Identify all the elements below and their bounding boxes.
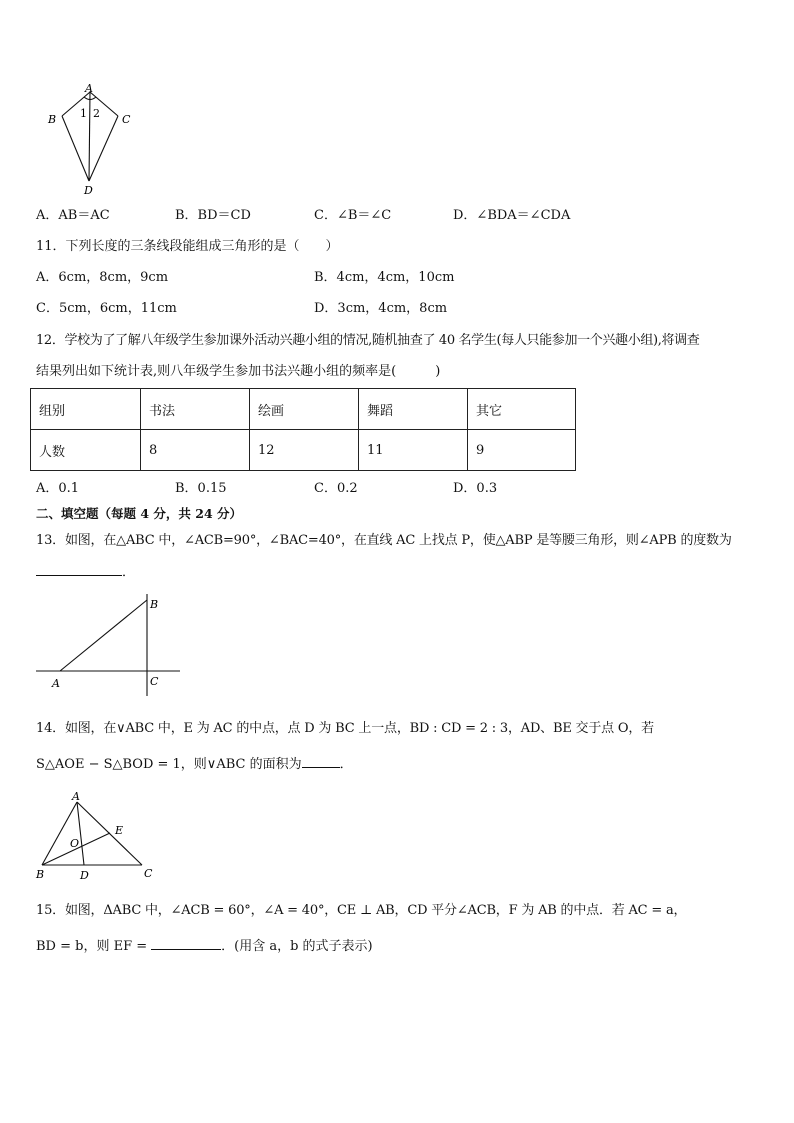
q15-stem-line2-a: BD = b，则 EF = xyxy=(36,939,148,954)
table-cell: 8 xyxy=(141,430,250,471)
q12-stat-table xyxy=(30,388,576,471)
q12-option-d: D．0.3 xyxy=(453,481,498,496)
table-cell: 11 xyxy=(359,430,468,471)
q12-option-a: A．0.1 xyxy=(36,481,80,496)
q13-answer-blank[interactable] xyxy=(36,563,122,576)
table-cell: 绘画 xyxy=(250,389,359,430)
q13-line-ab xyxy=(60,600,147,671)
q15-stem-line2 xyxy=(36,937,373,956)
q10-label-a: A xyxy=(85,82,93,95)
q10-option-c: C．∠B＝∠C xyxy=(314,208,392,223)
q13-figure xyxy=(30,590,190,700)
table-cell: 书法 xyxy=(141,389,250,430)
table-cell: 组别 xyxy=(31,389,141,430)
q14-label-e: E xyxy=(115,824,124,837)
q13-stem: 13．如图，在△ABC 中，∠ACB=90°，∠BAC=40°，在直线 AC 上找点 P，使△ABP 是等腰三角形，则∠APB 的度数为 xyxy=(36,533,732,548)
table-cell: 12 xyxy=(250,430,359,471)
q14-label-d: D xyxy=(80,869,89,882)
q12-option-c: C．0.2 xyxy=(314,481,358,496)
q12-stem-line2: 结果列出如下统计表,则八年级学生参加书法兴趣小组的频率是( ) xyxy=(36,364,441,379)
q11-option-c: C．5cm，6cm，11cm xyxy=(36,301,177,316)
q13-blank-suffix: ． xyxy=(122,565,136,580)
q14-label-o: O xyxy=(70,837,80,850)
q10-option-b: B．BD＝CD xyxy=(175,208,251,223)
q10-label-d: D xyxy=(84,184,93,197)
q13-label-c: C xyxy=(150,675,159,688)
q14-label-a: A xyxy=(72,790,80,803)
table-cell: 人数 xyxy=(31,430,141,471)
q11-option-b: B．4cm，4cm，10cm xyxy=(314,270,455,285)
q14-stem-line2-b: ． xyxy=(339,757,353,772)
q14-segment-ad xyxy=(77,802,84,865)
q13-label-a: A xyxy=(52,677,60,690)
q12-option-b: B．0.15 xyxy=(175,481,227,496)
q14-answer-blank[interactable] xyxy=(302,755,340,768)
q14-stem-line2-a: S△AOE − S△BOD = 1，则∨ABC 的面积为 xyxy=(36,757,302,772)
q10-angle-2: 2 xyxy=(93,107,100,120)
q14-label-b: B xyxy=(36,868,45,881)
q13-answer-line xyxy=(36,563,135,582)
q14-label-c: C xyxy=(144,867,153,880)
q10-option-d: D．∠BDA＝∠CDA xyxy=(453,208,571,223)
table-cell: 其它 xyxy=(468,389,576,430)
q11-option-d: D．3cm，4cm，8cm xyxy=(314,301,448,316)
section-heading: 二、填空题（每题 4 分，共 24 分） xyxy=(36,506,243,521)
q10-angle-1: 1 xyxy=(80,107,87,120)
table-row xyxy=(31,389,576,430)
q15-answer-blank[interactable] xyxy=(151,937,221,950)
q14-stem-line1: 14．如图，在∨ABC 中，E 为 AC 的中点，点 D 为 BC 上一点，BD : CD = 2 : 3，AD、BE 交于点 O，若 xyxy=(36,721,654,736)
q15-stem-line1: 15．如图，ΔABC 中，∠ACB = 60°，∠A = 40°，CE ⊥ AB，CD 平分∠ACB，F 为 AB 的中点．若 AC = a， xyxy=(36,903,687,918)
q10-edge-ad xyxy=(89,92,90,181)
q12-stem-line1: 12．学校为了了解八年级学生参加课外活动兴趣小组的情况,随机抽查了 40 名学生(每人只能参加一个兴趣小组),将调查 xyxy=(36,333,700,348)
table-cell: 舞蹈 xyxy=(359,389,468,430)
q10-edge-cd xyxy=(89,116,118,181)
q14-edge-ab xyxy=(42,802,80,865)
table-cell: 9 xyxy=(468,430,576,471)
q14-figure xyxy=(32,790,162,885)
q11-option-a: A．6cm，8cm，9cm xyxy=(36,270,169,285)
q10-edge-bd xyxy=(62,116,89,181)
q11-stem: 11．下列长度的三条线段能组成三角形的是（ ） xyxy=(36,239,339,254)
q10-figure xyxy=(40,82,140,200)
table-row xyxy=(31,430,576,471)
q14-stem-line2 xyxy=(36,755,353,774)
q10-label-b: B xyxy=(48,113,57,126)
q15-stem-line2-b: ．(用含 a，b 的式子表示) xyxy=(221,939,373,954)
q13-label-b: B xyxy=(150,598,159,611)
q10-label-c: C xyxy=(122,113,131,126)
q10-option-a: A．AB＝AC xyxy=(36,208,110,223)
